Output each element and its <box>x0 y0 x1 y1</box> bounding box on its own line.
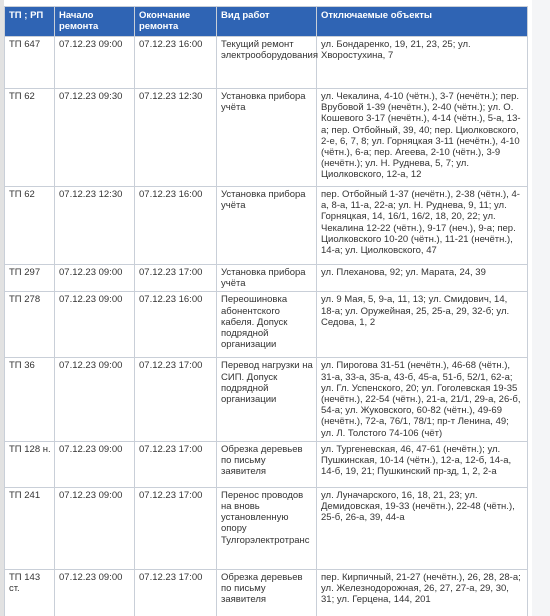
cell-objects: ул. Бондаренко, 19, 21, 23, 25; ул. Хворостухина, 7 <box>317 37 528 89</box>
cell-end: 07.12.23 16:00 <box>135 187 217 265</box>
cell-end: 07.12.23 16:00 <box>135 292 217 358</box>
table-row <box>5 569 528 616</box>
cell-start: 07.12.23 09:00 <box>55 441 135 487</box>
cell-tp: ТП 143 ст. <box>5 569 55 616</box>
table-header-row <box>5 7 528 37</box>
cell-objects: ул. Тургеневская, 46, 47-61 (нечётн.); ул. Пушкинская, 10-14 (чётн.), 12-а, 12-б, 14-а, 14-б, 19, 21; Пушкинский пр-зд, 1, 2, 2-а <box>317 441 528 487</box>
cell-end: 07.12.23 16:00 <box>135 37 217 89</box>
cell-start: 07.12.23 09:00 <box>55 358 135 441</box>
cell-end: 07.12.23 17:00 <box>135 358 217 441</box>
cell-work-type: Текущий ремонт электрооборудования <box>217 37 317 89</box>
header-start: Начало ремонта <box>55 7 135 37</box>
header-end: Окончание ремонта <box>135 7 217 37</box>
table-row <box>5 358 528 441</box>
cell-tp: ТП 297 <box>5 265 55 292</box>
outage-table <box>4 6 528 616</box>
cell-objects: пер. Кирпичный, 21-27 (нечётн.), 26, 28, 28-а; ул. Железнодорожная, 26, 27, 27-а, 29, 30, 31; ул. Герцена, 144, 201 <box>317 569 528 616</box>
cell-objects: ул. Луначарского, 16, 18, 21, 23; ул. Демидовская, 19-33 (нечётн.), 22-48 (чётн.), 25-б, 26-а, 39, 44-а <box>317 487 528 569</box>
table-row <box>5 89 528 187</box>
header-tp: ТП ; РП <box>5 7 55 37</box>
header-work-type: Вид работ <box>217 7 317 37</box>
cell-tp: ТП 647 <box>5 37 55 89</box>
cell-start: 07.12.23 09:00 <box>55 292 135 358</box>
cell-work-type: Установка прибора учёта <box>217 187 317 265</box>
cell-end: 07.12.23 17:00 <box>135 441 217 487</box>
cell-objects: ул. Чекалина, 4-10 (чётн.), 3-7 (нечётн.); пер. Врубовой 1-39 (нечётн.), 2-40 (чётн.); ул. О. Кошевого 3-17 (нечётн.), 4-14 (чётн.), 5-а, 13-а; пер. Отбойный, 39, 40; пер. Циолковского, 2-е, 6, 7, 8; ул. Горняцкая 3-11 (нечётн.), 4-10 (чётн.), 6-а; пер. Агеева, 2-10 (чётн.), 3-9 (нечётн.); ул. Н. Руднева, 5, 7; ул. Циолковского, 12-а, 12 <box>317 89 528 187</box>
table-row <box>5 265 528 292</box>
cell-work-type: Обрезка деревьев по письму заявителя <box>217 441 317 487</box>
cell-start: 07.12.23 09:00 <box>55 487 135 569</box>
cell-tp: ТП 62 <box>5 89 55 187</box>
table-row <box>5 187 528 265</box>
header-objects: Отключаемые объекты <box>317 7 528 37</box>
table-row <box>5 292 528 358</box>
cell-end: 07.12.23 17:00 <box>135 265 217 292</box>
table-row <box>5 487 528 569</box>
cell-objects: ул. 9 Мая, 5, 9-а, 11, 13; ул. Смидович, 14, 18-а; ул. Оружейная, 25, 25-а, 29, 32-б; ул. Седова, 1, 2 <box>317 292 528 358</box>
cell-end: 07.12.23 17:00 <box>135 569 217 616</box>
cell-work-type: Установка прибора учёта <box>217 89 317 187</box>
cell-tp: ТП 62 <box>5 187 55 265</box>
cell-objects: ул. Пирогова 31-51 (нечётн.), 46-68 (чётн.), 31-а, 33-а, 35-а, 43-б, 45-а, 51-б, 52/1, 62-а; ул. Гл. Успенского, 20; ул. Гоголевская 19-35 (нечётн.), 22-54 (чётн.), 21-а, 21/1, 29-а, 26-б, 54-а; ул. Жуковского, 60-82 (чётн.), 49-69 (нечётн.), 72-а, 76/1, 78/1; пр-т Ленина, 49; ул. Л. Толстого 74-106 (чёт) <box>317 358 528 441</box>
cell-work-type: Установка прибора учёта <box>217 265 317 292</box>
table-row <box>5 441 528 487</box>
cell-tp: ТП 278 <box>5 292 55 358</box>
cell-start: 07.12.23 12:30 <box>55 187 135 265</box>
scrollbar-track[interactable] <box>532 0 550 616</box>
cell-objects: пер. Отбойный 1-37 (нечётн.), 2-38 (чётн.), 4-а, 8-а, 11-а, 22-а; ул. Н. Руднева, 9, 11; ул. Горняцкая, 14, 16/1, 16/2, 18, 20, 22; ул. Чекалина 12-22 (чётн.), 9-17 (неч.), 9-а; пер. Циолковского 10-20 (чётн.), 11-21 (нечётн.), 14-а; ул. Циолковского, 47 <box>317 187 528 265</box>
cell-end: 07.12.23 12:30 <box>135 89 217 187</box>
cell-work-type: Переошиновка абонентского кабеля. Допуск подрядной организации <box>217 292 317 358</box>
table-row <box>5 37 528 89</box>
cell-objects: ул. Плеханова, 92; ул. Марата, 24, 39 <box>317 265 528 292</box>
cell-tp: ТП 36 <box>5 358 55 441</box>
cell-start: 07.12.23 09:30 <box>55 89 135 187</box>
cell-work-type: Перевод нагрузки на СИП. Допуск подрядной организации <box>217 358 317 441</box>
cell-tp: ТП 128 н. <box>5 441 55 487</box>
cell-end: 07.12.23 17:00 <box>135 487 217 569</box>
cell-tp: ТП 241 <box>5 487 55 569</box>
cell-work-type: Обрезка деревьев по письму заявителя <box>217 569 317 616</box>
cell-work-type: Перенос проводов на вновь установленную опору Тулгорэлектротранс <box>217 487 317 569</box>
cell-start: 07.12.23 09:00 <box>55 569 135 616</box>
cell-start: 07.12.23 09:00 <box>55 37 135 89</box>
cell-start: 07.12.23 09:00 <box>55 265 135 292</box>
